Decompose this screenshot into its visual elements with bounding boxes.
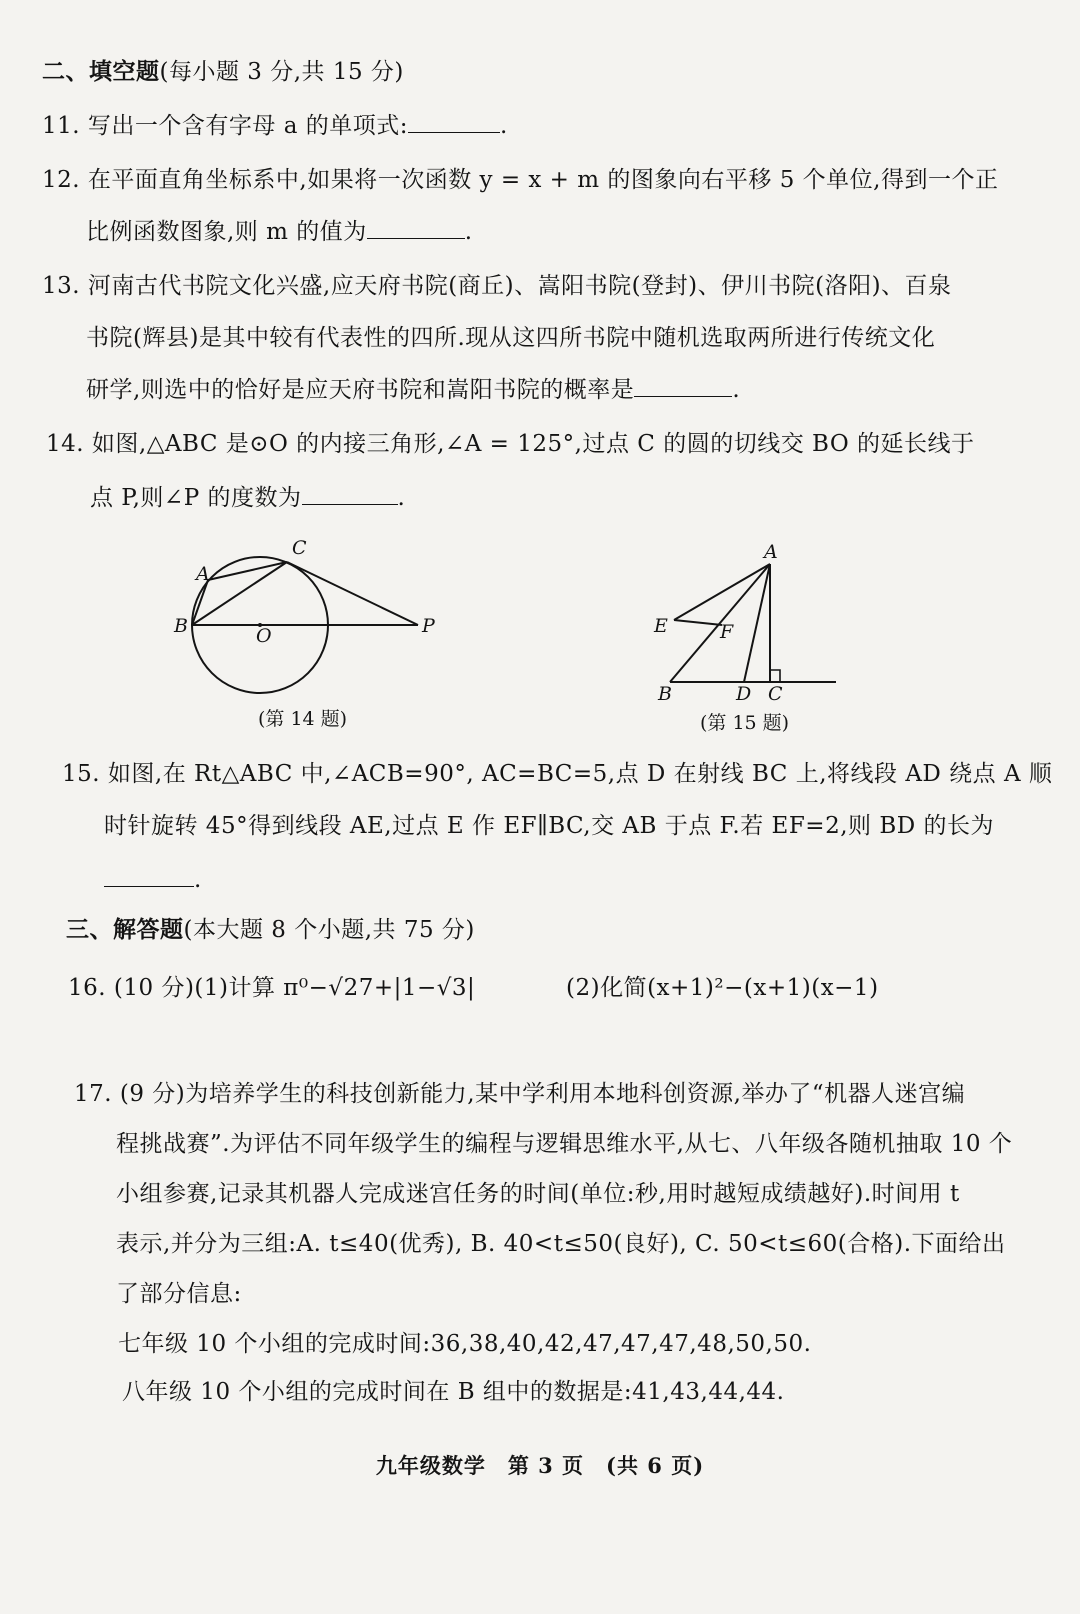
question-12-line-1 xyxy=(42,164,998,196)
section-2-note: (每小题 3 分,共 15 分) xyxy=(159,59,404,85)
question-14-line-2: 点 P,则∠P 的度数为 . xyxy=(90,482,405,514)
question-17-line-5 xyxy=(116,1278,242,1310)
figure-15-caption: (第 15 题) xyxy=(700,712,790,734)
label-a: A xyxy=(764,541,778,563)
label-d: D xyxy=(736,683,752,705)
label-b: B xyxy=(658,683,672,705)
question-17-text-4: 表示,并分为三组:A. t≤40(优秀), B. 40<t≤50(良好), C. 50<t≤60(合格).下面给出 xyxy=(116,1231,1006,1257)
question-15-text-2: 时针旋转 45°得到线段 AE,过点 E 作 EF∥BC,交 AB 于点 F.若 EF=2,则 BD 的长为 xyxy=(104,813,994,839)
question-14-line-1 xyxy=(46,428,975,460)
segment-ad xyxy=(744,564,770,682)
question-16 xyxy=(68,972,475,1004)
question-number: 14. xyxy=(46,431,85,457)
question-16-part-2-line xyxy=(566,972,879,1004)
section-3-heading xyxy=(66,914,475,946)
label-f: F xyxy=(720,621,734,643)
label-p: P xyxy=(422,615,435,637)
question-number: 15. xyxy=(62,761,101,787)
question-13-text-2: 书院(辉县)是其中较有代表性的四所.现从这四所书院中随机选取两所进行传统文化 xyxy=(86,325,936,351)
question-number: 11. xyxy=(42,113,81,139)
question-17-line-6 xyxy=(118,1328,811,1360)
label-c: C xyxy=(292,537,307,559)
figure-14-caption: (第 14 题) xyxy=(258,708,348,730)
question-12-text: 在平面直角坐标系中,如果将一次函数 y = x + m 的图象向右平移 5 个单位,得到一个正 xyxy=(87,167,999,193)
question-13-text-3: 研学,则选中的恰好是应天府书院和嵩阳书院的概率是 xyxy=(86,377,635,403)
question-14-text: 如图,△ABC 是⊙O 的内接三角形,∠A = 125°,过点 C 的圆的切线交 BO 的延长线于 xyxy=(91,431,975,457)
question-14-text-2: 点 P,则∠P 的度数为 xyxy=(90,485,302,511)
grade-7-data: 七年级 10 个小组的完成时间:36,38,40,42,47,47,47,48,50,50. xyxy=(118,1331,812,1357)
question-15-line-3: . xyxy=(104,864,202,896)
question-17-line-7 xyxy=(122,1376,784,1408)
answer-blank[interactable] xyxy=(634,374,732,397)
segment-cp xyxy=(287,562,418,625)
question-13-line-1 xyxy=(42,270,952,302)
label-a: A xyxy=(196,563,210,585)
question-12-text-2: 比例函数图象,则 m 的值为 xyxy=(86,219,367,245)
question-16-part-1: (10 分)(1)计算 π⁰−√27+|1−√3| xyxy=(113,975,476,1001)
question-number: 13. xyxy=(42,273,81,299)
answer-blank[interactable] xyxy=(367,216,465,239)
question-17-line-2 xyxy=(116,1128,1012,1160)
question-17-text-3: 小组参赛,记录其机器人完成迷宫任务的时间(单位:秒,用时越短成绩越好).时间用 t xyxy=(116,1181,960,1207)
right-angle-mark xyxy=(770,670,780,682)
question-number: 16. xyxy=(68,975,107,1001)
question-number: 12. xyxy=(42,167,81,193)
section-3-title: 三、解答题 xyxy=(66,916,184,943)
label-c: C xyxy=(768,683,783,705)
question-17-line-1 xyxy=(74,1078,965,1110)
answer-blank[interactable] xyxy=(104,864,194,887)
question-11: 11. 写出一个含有字母 a 的单项式: . xyxy=(42,110,508,142)
label-b: B xyxy=(174,615,188,637)
question-15-line-2 xyxy=(104,810,994,842)
question-13-line-2 xyxy=(86,322,935,354)
question-15-line-1 xyxy=(62,758,1052,790)
question-13-line-3: 研学,则选中的恰好是应天府书院和嵩阳书院的概率是 . xyxy=(86,374,740,406)
segment-ef xyxy=(674,620,722,625)
grade-8-data: 八年级 10 个小组的完成时间在 B 组中的数据是:41,43,44,44. xyxy=(122,1379,785,1405)
label-o: O xyxy=(256,625,272,647)
question-11-text: 写出一个含有字母 a 的单项式: xyxy=(87,113,408,139)
section-3-note: (本大题 8 个小题,共 75 分) xyxy=(183,917,475,943)
answer-blank[interactable] xyxy=(408,110,500,133)
question-12-line-2: 比例函数图象,则 m 的值为 . xyxy=(86,216,473,248)
page-footer: 九年级数学 第 3 页 (共 6 页) xyxy=(375,1453,705,1478)
segment-ab xyxy=(192,580,208,625)
section-2-title: 二、填空题 xyxy=(42,58,160,85)
question-17-line-4 xyxy=(116,1228,1006,1260)
question-17-line-3 xyxy=(116,1178,960,1210)
question-17-text-5: 了部分信息: xyxy=(116,1281,242,1307)
question-number: 17. xyxy=(74,1081,113,1107)
question-15-text: 如图,在 Rt△ABC 中,∠ACB=90°, AC=BC=5,点 D 在射线 BC 上,将线段 AD 绕点 A 顺 xyxy=(107,761,1053,787)
question-17-text: (9 分)为培养学生的科技创新能力,某中学利用本地科创资源,举办了“机器人迷宫编 xyxy=(119,1081,966,1107)
figure-14-circle-diagram xyxy=(170,530,460,710)
figure-15-triangle-diagram xyxy=(640,540,850,710)
question-17-text-2: 程挑战赛”.为评估不同年级学生的编程与逻辑思维水平,从七、八年级各随机抽取 10 个 xyxy=(116,1131,1013,1157)
segment-ae xyxy=(674,564,770,620)
label-e: E xyxy=(654,615,668,637)
question-16-part-2: (2)化简(x+1)²−(x+1)(x−1) xyxy=(566,975,879,1001)
answer-blank[interactable] xyxy=(302,482,398,505)
section-2-heading xyxy=(42,56,404,88)
question-13-text: 河南古代书院文化兴盛,应天府书院(商丘)、嵩阳书院(登封)、伊川书院(洛阳)、百泉 xyxy=(87,273,952,299)
